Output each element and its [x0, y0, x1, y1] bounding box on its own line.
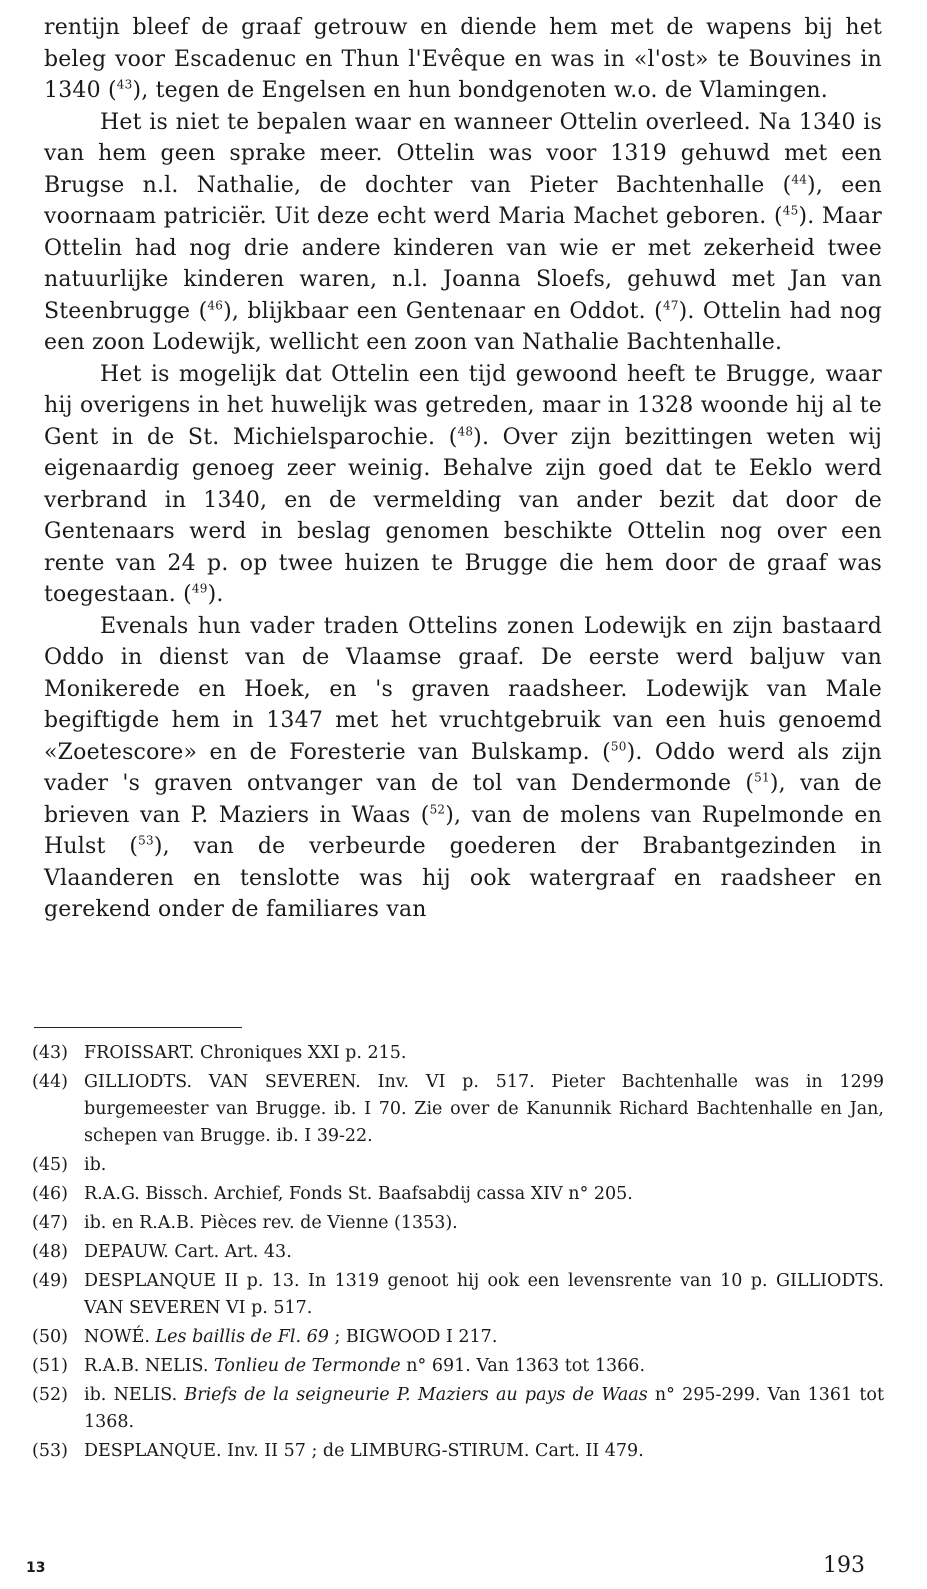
footnote-text: [84, 1324, 884, 1351]
text-segment: ), een voornaam patriciër. Uit deze echt werd Maria Machet geboren. (: [44, 172, 882, 229]
text-segment: rentijn bleef de graaf getrouw en diende hem met de wapens bij het beleg voor Escadenuc en Thun l'Evêque en was in «l'ost» te Bouvines in 1340 (: [44, 15, 882, 103]
text-segment: ib. NELIS.: [84, 1385, 185, 1405]
footnote-reference: 45: [782, 203, 799, 218]
text-segment: ; BIGWOOD I 217.: [328, 1327, 498, 1347]
footnote-reference: 43: [116, 77, 133, 92]
text-segment: ), van de brieven van P. Maziers in Waas (: [44, 771, 882, 828]
text-segment: ), tegen de Engelsen en hun bondgenoten w.o. de Vlamingen.: [132, 78, 828, 103]
footnote: [32, 1040, 884, 1067]
footnote-text: [84, 1040, 884, 1067]
footnote: [32, 1382, 884, 1436]
footnote-text: [84, 1382, 884, 1436]
footnote: [32, 1210, 884, 1237]
footnote-number: (48): [32, 1242, 68, 1262]
text-segment: ib. en R.A.B. Pièces rev. de Vienne (1353).: [84, 1213, 458, 1233]
text-segment: ), van de molens van Rupelmonde en Hulst (: [44, 802, 882, 859]
footnote-text: [84, 1210, 884, 1237]
footnote-number: (53): [32, 1441, 68, 1461]
footnotes: [32, 1040, 884, 1467]
footnote-text: [84, 1353, 884, 1380]
footnote-number: (43): [32, 1043, 68, 1063]
paragraph: [44, 359, 882, 611]
text-segment: n° 295-299. Van 1361 tot 1368.: [84, 1385, 884, 1432]
footnote-number: (44): [32, 1072, 68, 1092]
text-segment: DESPLANQUE. Inv. II 57 ; de LIMBURG-STIRUM. Cart. II 479.: [84, 1441, 644, 1461]
signature-mark: 13: [26, 1560, 46, 1576]
footnote-reference: 48: [457, 424, 474, 439]
text-segment: NOWÉ.: [84, 1327, 156, 1347]
footnote: [32, 1239, 884, 1266]
footnote-divider: [34, 1027, 242, 1028]
footnote-text: [84, 1268, 884, 1322]
text-segment: ). Ottelin had nog een zoon Lodewijk, wellicht een zoon van Nathalie Bachtenhalle.: [44, 298, 883, 355]
footnote-reference: 53: [138, 833, 154, 848]
footnote-text: [84, 1239, 884, 1266]
text-segment: ). Maar Ottelin had nog drie andere kinderen van wie er met zekerheid twee natuurlijke kinderen waren, n.l. Joanna Sloefs, gehuwd met Jan van Steenbrugge (: [44, 204, 882, 324]
main-text: [44, 12, 882, 926]
page-number: 193: [823, 1553, 865, 1578]
footnote: [32, 1181, 884, 1208]
footnote-text: [84, 1069, 884, 1150]
text-segment: ), van de verbeurde goederen der Brabantgezinden in Vlaanderen en tenslotte was hij ook watergraaf en raadsheer en gerekend onder de familiares van: [44, 834, 882, 922]
footnote: [32, 1268, 884, 1322]
footnote-text: [84, 1152, 884, 1179]
footnote-text: [84, 1438, 884, 1465]
footnote-number: (46): [32, 1184, 68, 1204]
footnote-number: (51): [32, 1356, 68, 1376]
footnote-reference: 46: [207, 298, 224, 313]
footnote: [32, 1353, 884, 1380]
footnote-reference: 50: [610, 739, 627, 754]
text-segment: ), blijkbaar een Gentenaar en Oddot. (: [223, 298, 663, 324]
footnote: [32, 1152, 884, 1179]
italic-title: Les baillis de Fl. 69: [155, 1327, 329, 1347]
text-segment: FROISSART. Chroniques XXI p. 215.: [84, 1043, 407, 1063]
paragraph: [44, 12, 882, 107]
footnote-reference: 44: [791, 172, 808, 187]
text-segment: DEPAUW. Cart. Art. 43.: [84, 1242, 292, 1262]
text-segment: ib.: [84, 1155, 107, 1175]
text-segment: R.A.G. Bissch. Archief, Fonds St. Baafsabdij cassa XIV n° 205.: [84, 1184, 633, 1204]
text-segment: ).: [207, 582, 224, 607]
text-segment: Het is niet te bepalen waar en wanneer Ottelin overleed. Na 1340 is van hem geen sprake meer. Ottelin was voor 1319 gehuwd met een Brugse n.l. Nathalie, de dochter van Pieter Bachtenhalle (: [44, 109, 882, 198]
footnote-number: (49): [32, 1271, 68, 1291]
footnote-reference: 47: [662, 298, 679, 313]
footnote: [32, 1069, 884, 1150]
text-segment: n° 691. Van 1363 tot 1366.: [400, 1356, 646, 1376]
footnote-number: (45): [32, 1155, 68, 1175]
text-segment: ). Over zijn bezittingen weten wij eigenaardig genoeg zeer weinig. Behalve zijn goed dat te Eeklo werd verbrand in 1340, en de vermelding van ander bezit dat door de Gentenaars werd in beslag genomen beschikte Ottelin nog over een rente van 24 p. op twee huizen te Brugge die hem door de graaf was toegestaan. (: [44, 424, 882, 607]
paragraph: [44, 611, 882, 926]
footnote-number: (50): [32, 1327, 68, 1347]
footnote-number: (47): [32, 1213, 68, 1233]
text-segment: R.A.B. NELIS.: [84, 1356, 215, 1376]
footnote-reference: 49: [191, 581, 208, 596]
italic-title: Tonlieu de Termonde: [214, 1356, 401, 1376]
footnote: [32, 1438, 884, 1465]
text-segment: Evenals hun vader traden Ottelins zonen Lodewijk en zijn bastaard Oddo in dienst van de Vlaamse graaf. De eerste werd baljuw van Monikerede en Hoek, en 's graven raadsheer. Lodewijk van Male begiftigde hem in 1347 met het vruchtgebruik van een huis genoemd «Zoetescore» en de Foresterie van Bulskamp. (: [44, 613, 882, 765]
footnote-reference: 51: [754, 770, 770, 785]
text-segment: GILLIODTS. VAN SEVEREN. Inv. VI p. 517. Pieter Bachtenhalle was in 1299 burgemeester van Brugge. ib. I 70. Zie over de Kanunnik Richard Bachtenhalle en Jan, schepen van Brugge. ib. I 39-22.: [84, 1072, 884, 1146]
footnote-number: (52): [32, 1385, 68, 1405]
text-segment: ). Oddo werd als zijn vader 's graven ontvanger van de tol van Dendermonde (: [44, 739, 882, 796]
italic-title: Briefs de la seigneurie P. Maziers au pays de Waas: [184, 1385, 648, 1405]
text-segment: Het is mogelijk dat Ottelin een tijd gewoond heeft te Brugge, waar hij overigens in het huwelijk was getreden, maar in 1328 woonde hij al te Gent in de St. Michielsparochie. (: [44, 361, 882, 450]
text-segment: DESPLANQUE II p. 13. In 1319 genoot hij ook een levensrente van 10 p. GILLIODTS. VAN SEVEREN VI p. 517.: [84, 1271, 884, 1318]
footnote-text: [84, 1181, 884, 1208]
footnote: [32, 1324, 884, 1351]
paragraph: [44, 107, 882, 359]
footnote-reference: 52: [429, 802, 446, 817]
